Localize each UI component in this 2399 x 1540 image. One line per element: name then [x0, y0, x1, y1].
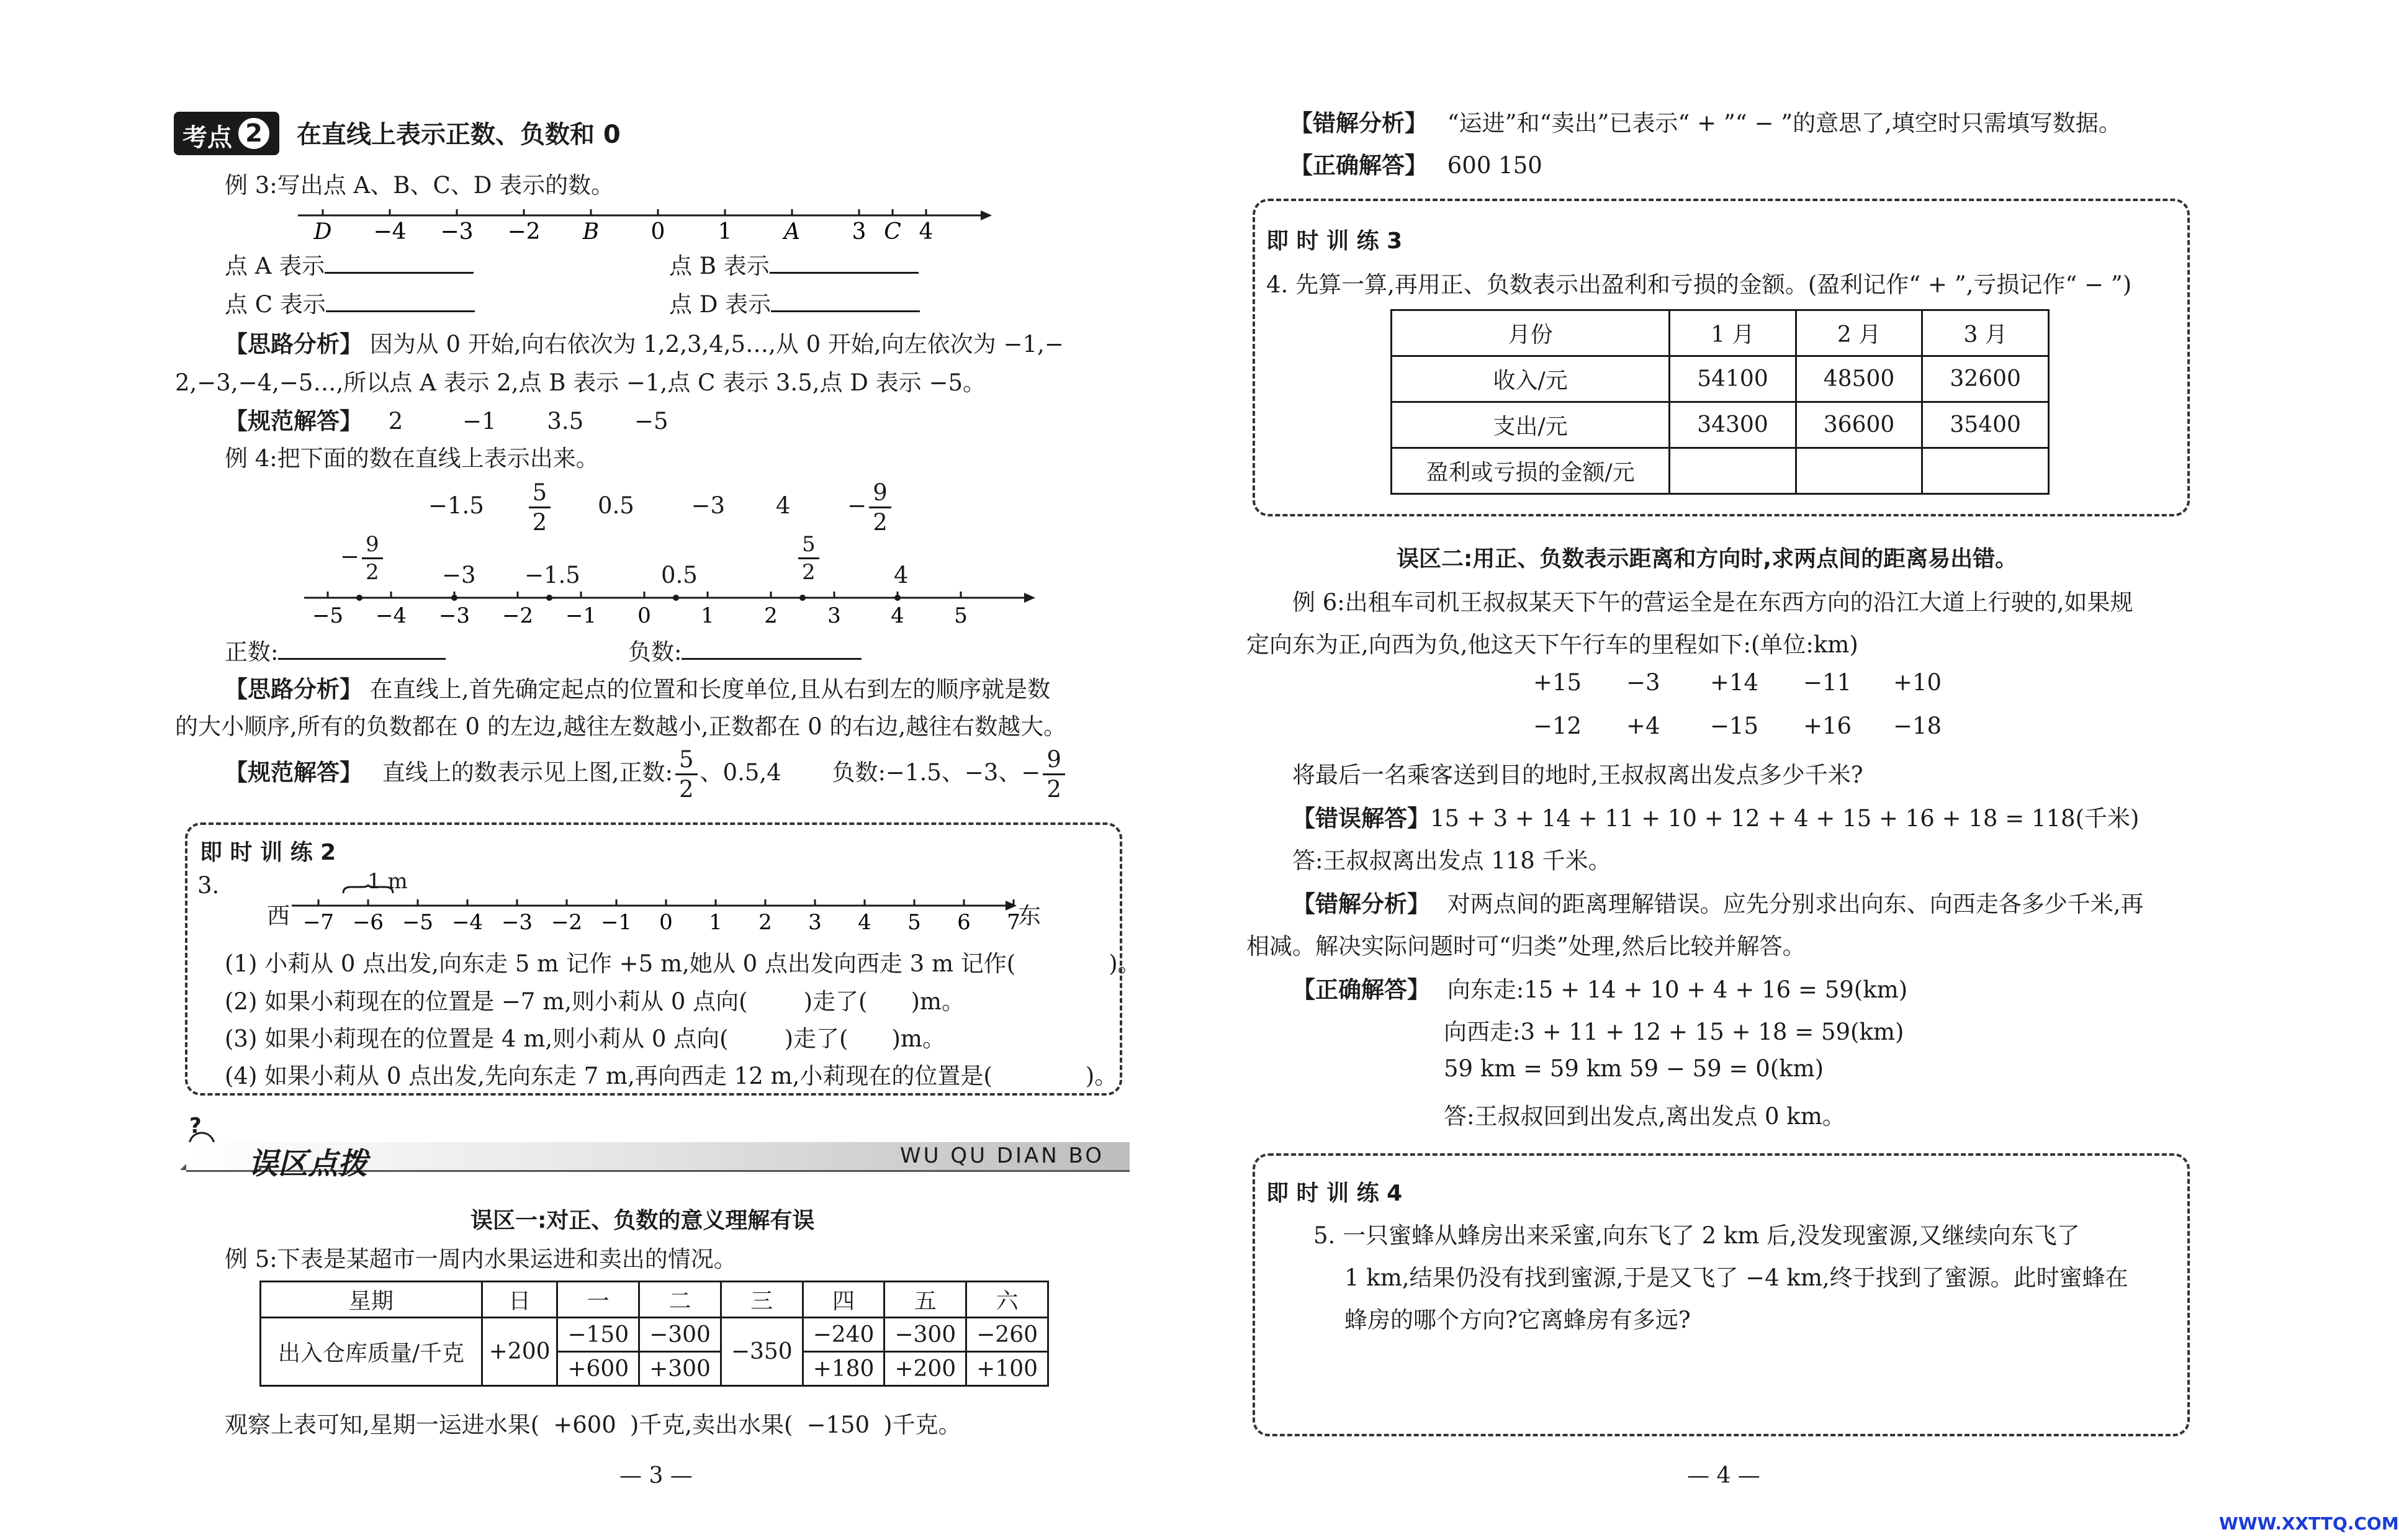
kaodian-badge	[174, 112, 279, 155]
ex6-wrong: 【错误解答】15 + 3 + 14 + 11 + 10 + 12 + 4 + 15 + 16 + 18 = 118(千米)	[1292, 805, 2140, 832]
t3-header-cell: 2 月	[1796, 310, 1922, 356]
t2-tick-label: 6	[957, 910, 971, 935]
ex4-tick-label: 4	[891, 603, 904, 628]
ex4-number-line	[304, 587, 1037, 630]
ex5-cell: +200	[884, 1352, 966, 1386]
wuqu-english: WU QU DIAN BO	[900, 1143, 1104, 1168]
training2-q1: (1) 小莉从 0 点出发,向东走 5 m 记作 +5 m,她从 0 点出发向西走 3 m 记作( )。	[225, 950, 1141, 977]
ex5-header-cell: 四	[803, 1282, 884, 1318]
training2-number-line	[292, 885, 1018, 934]
ex5-cell: +200	[482, 1318, 557, 1386]
ex4-plotted-point	[451, 595, 457, 601]
ex3-tick-label: D	[313, 219, 332, 245]
t3-header-cell: 3 月	[1922, 310, 2049, 356]
page-number-right: — 4 —	[1687, 1463, 1760, 1488]
t2-tick-label: 1	[709, 910, 722, 935]
t3-header-cell: 月份	[1392, 310, 1670, 356]
ex5-header-cell: 二	[639, 1282, 721, 1318]
ex5-header-cell: 星期	[261, 1282, 482, 1318]
ex5-header-cell: 六	[966, 1282, 1048, 1318]
ex4-tick-label: 5	[954, 603, 968, 628]
ex5-cell: −240	[803, 1318, 884, 1352]
t2-tick-label: −5	[402, 910, 434, 935]
training2-east: 东	[1018, 903, 1041, 929]
ex5-cell: +100	[966, 1352, 1048, 1386]
ex3-tick-label: 0	[650, 219, 665, 245]
ex4-plotted-point	[673, 595, 679, 601]
ex6-correct-3: 59 km = 59 km 59 − 59 = 0(km)	[1444, 1055, 1824, 1082]
ex5-cell: +180	[803, 1352, 884, 1386]
ex3-answer: 【规范解答】 2 −1 3.5 −5	[225, 408, 668, 435]
t2-tick-label: −1	[600, 910, 632, 935]
svg-text:?: ?	[189, 1114, 202, 1138]
ex5-cell: −350	[721, 1318, 803, 1386]
ex5-err-analysis: 【错解分析】 “运进”和“卖出”已表示“ + ”“ − ”的意思了,填空时只需填写数据。	[1290, 110, 2122, 137]
ex4-plotted-point	[894, 595, 901, 601]
ex6-row-1: +15 −3 +14 −11 +10	[1533, 669, 1942, 696]
t2-tick-label: −3	[501, 910, 533, 935]
t2-tick-label: 3	[808, 910, 822, 935]
ex3-tick-label: −3	[440, 219, 474, 245]
ex5-cell: −150	[557, 1318, 639, 1352]
t3-row-label: 收入/元	[1392, 356, 1670, 402]
zone2-title: 误区二:用正、负数表示距离和方向时,求两点间的距离易出错。	[1397, 546, 2018, 572]
ex5-observe: 观察上表可知,星期一运进水果( +600 )千克,卖出水果( −150 )千克。	[225, 1412, 961, 1438]
t2-tick-label: 0	[659, 910, 673, 935]
kaodian-number: 2	[236, 115, 272, 151]
ex4-mark-neg1-5: −1.5	[524, 562, 580, 588]
page-number-left: — 3 —	[619, 1463, 693, 1488]
ex3-tick-label: −2	[507, 219, 541, 245]
ex4-plotted-point	[546, 595, 552, 601]
ex6-correct-1: 【正确解答】 向东走:15 + 14 + 10 + 4 + 16 = 59(km)	[1292, 976, 1908, 1003]
ex4-neg-blank: 负数:	[628, 633, 862, 667]
t3-header-cell: 1 月	[1670, 310, 1796, 356]
ex6-prompt-2: 定向东为正,向西为负,他这天下午行车的里程如下:(单位:km)	[1246, 631, 1858, 658]
ex3-tick-label: A	[784, 219, 800, 245]
ex3-q-b: 点 B 表示	[669, 247, 919, 281]
ex3-analysis-1: 【思路分析】 因为从 0 开始,向右依次为 1,2,3,4,5…,从 0 开始,向左依次为 −1,−	[225, 331, 1064, 358]
ex5-table	[259, 1281, 1049, 1387]
t2-tick-label: −7	[302, 910, 335, 935]
t3-row-label: 支出/元	[1392, 402, 1670, 448]
training4-q-2: 1 km,结果仍没有找到蜜源,于是又飞了 −4 km,终于找到了蜜源。此时蜜蜂在	[1344, 1264, 2128, 1291]
ex4-prompt: 例 4:把下面的数在直线上表示出来。	[225, 445, 599, 472]
ex4-tick-label: −2	[502, 603, 534, 628]
training3-question: 4. 先算一算,再用正、负数表示出盈利和亏损的金额。(盈利记作“ + ”,亏损记作“ − ”)	[1266, 271, 2132, 298]
t2-tick-label: −2	[551, 910, 583, 935]
ex4-pos-blank: 正数:	[225, 633, 446, 667]
ex4-tick-label: −4	[375, 603, 407, 628]
ex3-number-line	[298, 202, 993, 245]
ex5-cell: −300	[884, 1318, 966, 1352]
t2-tick-label: −4	[451, 910, 484, 935]
zone1-title: 误区一:对正、负数的意义理解有误	[470, 1208, 815, 1233]
training4-title: 即 时 训 练 4	[1266, 1181, 1403, 1206]
ex4-number-list: −1.5 $\frac{5}{2}$ 0.5 −3 4 − $\frac{9}{2}$	[428, 481, 894, 534]
t3-cell: 32600	[1922, 356, 2049, 402]
ex6-question: 将最后一名乘客送到目的地时,王叔叔离出发点多少千米?	[1292, 762, 1863, 788]
training2-west: 西	[267, 903, 290, 929]
t3-answer-cell[interactable]	[1922, 448, 2049, 494]
ex3-q-c: 点 C 表示	[225, 286, 475, 319]
ex4-mark-4: 4	[894, 562, 909, 588]
ex4-tick-label: 2	[764, 603, 778, 628]
training3-title: 即 时 训 练 3	[1266, 228, 1403, 254]
ex3-q-d: 点 D 表示	[669, 286, 920, 319]
t2-tick-label: −6	[352, 910, 384, 935]
ex6-correct-2: 向西走:3 + 11 + 12 + 15 + 18 = 59(km)	[1444, 1019, 1904, 1045]
ex4-tick-label: 0	[637, 603, 651, 628]
ex4-mark-neg3: −3	[442, 562, 476, 588]
ex3-tick-label: B	[582, 219, 600, 245]
training4-q-3: 蜂房的哪个方向?它离蜂房有多远?	[1344, 1307, 1691, 1333]
ex5-cell: +300	[639, 1352, 721, 1386]
t3-row-label: 盈利或亏损的金额/元	[1392, 448, 1670, 494]
ex3-tick-label: 1	[718, 219, 732, 245]
unit-brace	[343, 885, 393, 893]
t3-cell: 54100	[1670, 356, 1796, 402]
ex4-answer: 【规范解答】 直线上的数表示见上图,正数: $\frac{5}{2}$ 、0.5,4 负数:−1.5、−3、− $\frac{9}{2}$	[225, 748, 1068, 801]
training4-q-1: 5. 一只蜜蜂从蜂房出来采蜜,向东飞了 2 km 后,没发现蜜源,又继续向东飞了	[1313, 1222, 2080, 1249]
t2-tick-label: 7	[1007, 910, 1020, 935]
ex4-tick-label: 1	[701, 603, 714, 628]
ex5-row-label: 出入仓库质量/千克	[261, 1318, 482, 1386]
ex4-analysis-1: 【思路分析】 在直线上,首先确定起点的位置和长度单位,且从右到左的顺序就是数	[225, 676, 1051, 703]
t2-tick-label: 4	[858, 910, 871, 935]
training2-q4: (4) 如果小莉从 0 点出发,先向东走 7 m,再向西走 12 m,小莉现在的位置是( )。	[225, 1063, 1118, 1089]
ex6-row-2: −12 +4 −15 +16 −18	[1533, 713, 1942, 739]
ex4-mark-neg-9-2: − $\frac{9}{2}$	[340, 534, 385, 583]
ex6-wrong-answer: 答:王叔叔离出发点 118 千米。	[1292, 847, 1611, 874]
training2-q-number: 3.	[197, 872, 220, 899]
ex5-header-cell: 日	[482, 1282, 557, 1318]
ex4-tick-label: −1	[565, 603, 597, 628]
ex5-header-cell: 三	[721, 1282, 803, 1318]
ex4-plotted-point	[799, 595, 806, 601]
ex5-header-cell: 五	[884, 1282, 966, 1318]
ex6-err-analysis-2: 相减。解决实际问题时可“归类”处理,然后比较并解答。	[1246, 933, 1806, 960]
ex6-correct-4: 答:王叔叔回到出发点,离出发点 0 km。	[1444, 1103, 1845, 1130]
section-title: 在直线上表示正数、负数和 0	[297, 120, 621, 149]
ex3-q-a: 点 A 表示	[225, 247, 474, 281]
ex3-tick-label: 4	[919, 219, 934, 245]
ex4-mark-0-5: 0.5	[661, 562, 698, 588]
t3-cell: 34300	[1670, 402, 1796, 448]
ex4-tick-label: −5	[312, 603, 344, 628]
ex3-tick-label: C	[884, 219, 901, 245]
ex3-analysis-2: 2,−3,−4,−5…,所以点 A 表示 2,点 B 表示 −1,点 C 表示 3.5,点 D 表示 −5。	[175, 369, 986, 396]
ex5-header-cell: 一	[557, 1282, 639, 1318]
ex4-tick-label: −3	[438, 603, 470, 628]
training2-title: 即 时 训 练 2	[200, 840, 336, 865]
ex3-prompt: 例 3:写出点 A、B、C、D 表示的数。	[225, 172, 614, 199]
t3-cell: 48500	[1796, 356, 1922, 402]
wuqu-title: 误区点拨	[248, 1146, 368, 1181]
ex6-err-analysis-1: 【错解分析】 对两点间的距离理解错误。应先分别求出向东、向西走各多少千米,再	[1292, 891, 2144, 917]
ex4-tick-label: 3	[827, 603, 841, 628]
ex3-tick-label: −4	[373, 219, 407, 245]
training2-q2: (2) 如果小莉现在的位置是 −7 m,则小莉从 0 点向( )走了( )m。	[225, 988, 965, 1015]
ex4-plotted-point	[356, 595, 362, 601]
training2-q3: (3) 如果小莉现在的位置是 4 m,则小莉从 0 点向( )走了( )m。	[225, 1025, 945, 1052]
ex5-cell: +600	[557, 1352, 639, 1386]
t3-cell: 36600	[1796, 402, 1922, 448]
t3-answer-cell[interactable]	[1670, 448, 1796, 494]
ex4-mark-5-2: $\frac{5}{2}$	[796, 534, 822, 583]
ex4-analysis-2: 的大小顺序,所有的负数都在 0 的左边,越往左数越小,正数都在 0 的右边,越往右数越大。	[175, 713, 1067, 740]
t3-cell: 35400	[1922, 402, 2049, 448]
ex5-correct: 【正确解答】 600 150	[1290, 152, 1542, 179]
t3-answer-cell[interactable]	[1796, 448, 1922, 494]
ex6-prompt-1: 例 6:出租车司机王叔叔某天下午的营运全是在东西方向的沿江大道上行驶的,如果规	[1292, 589, 2133, 616]
ex5-cell: −260	[966, 1318, 1048, 1352]
kaodian-badge-text: 考点	[182, 124, 232, 152]
ex5-cell: −300	[639, 1318, 721, 1352]
training3-table	[1390, 309, 2050, 495]
t2-tick-label: 5	[907, 910, 921, 935]
training2-unit-label: 1 m	[367, 869, 408, 894]
ex3-tick-label: 3	[852, 219, 866, 245]
watermark: WWW.XXTTQ.COM	[2219, 1513, 2399, 1534]
t2-tick-label: 2	[758, 910, 772, 935]
wuqu-banner	[186, 1142, 1130, 1181]
ex5-prompt: 例 5:下表是某超市一周内水果运进和卖出的情况。	[225, 1246, 737, 1272]
